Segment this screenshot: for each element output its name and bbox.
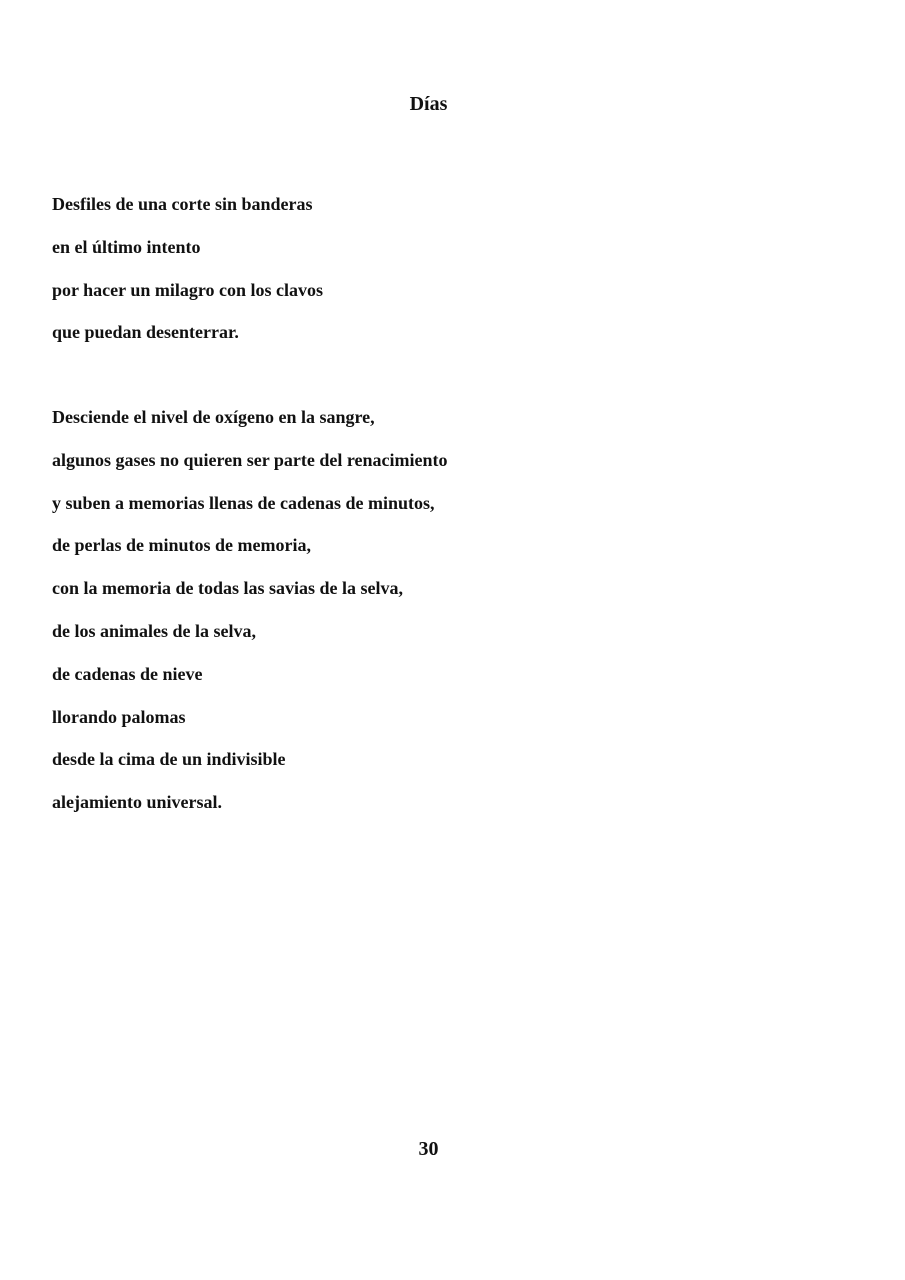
poem-line: desde la cima de un indivisible (52, 749, 286, 770)
poem-line: en el último intento (52, 236, 201, 257)
stanza-2 (52, 396, 448, 824)
poem-title: Días (409, 93, 448, 115)
stanza-1 (52, 183, 323, 354)
poem-line: de perlas de minutos de memoria, (52, 535, 311, 556)
poem-line: llorando palomas (52, 706, 186, 727)
poem-line: Desfiles de una corte sin banderas (52, 194, 313, 214)
poem-line: y suben a memorias llenas de cadenas de minutos, (52, 492, 435, 513)
poem-line: Desciende el nivel de oxígeno en la sangre, (52, 407, 375, 427)
poem-line: de los animales de la selva, (52, 620, 257, 641)
poem-line: algunos gases no quieren ser parte del renacimiento (52, 449, 448, 470)
poem-line: con la memoria de todas las savias de la selva, (52, 578, 403, 599)
poem-line: alejamiento universal. (52, 792, 222, 813)
poem-line: por hacer un milagro con los clavos (52, 279, 324, 300)
poem-line: de cadenas de nieve (52, 663, 203, 684)
page-number: 30 (418, 1138, 439, 1160)
poem-line: que puedan desenterrar. (52, 322, 239, 343)
